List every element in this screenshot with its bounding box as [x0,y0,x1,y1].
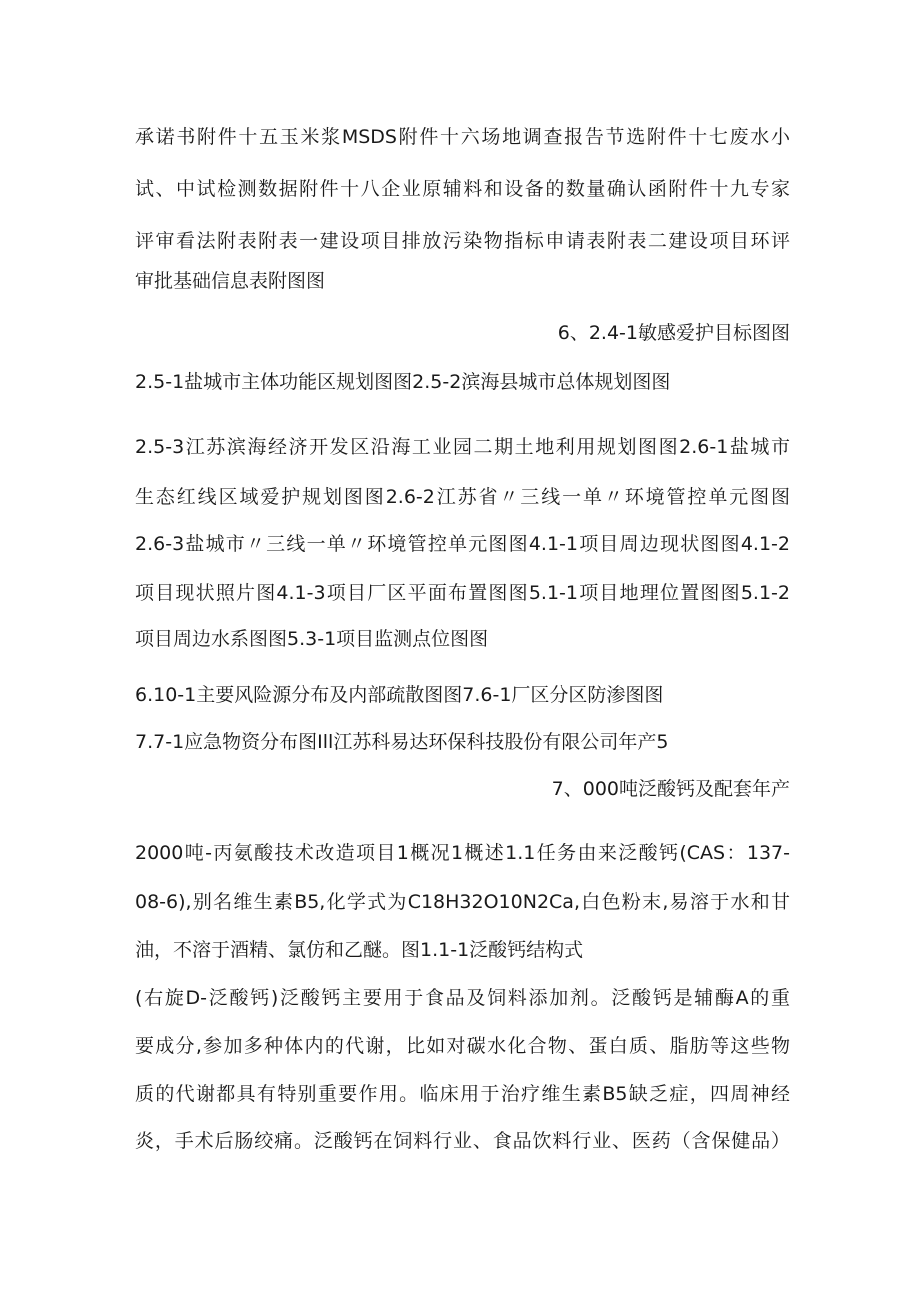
text-line-18: (右旋D-泛酸钙)泛酸钙主要用于食品及饲料添加剂。泛酸钙是辅酶A的重 [135,987,790,1009]
text-line-17: 油，不溶于酒精、氯仿和乙醚。图1.1-1泛酸钙结构式 [135,939,584,961]
text-line-5: 6、2.4-1敏感爱护目标图图 [557,322,790,344]
text-line-2: 试、中试检测数据附件十八企业原辅料和设备的数量确认函附件十九专家 [135,178,790,200]
text-line-3: 评审看法附表附表一建设项目排放污染物指标申请表附表二建设项目环评 [135,230,790,252]
text-line-8: 生态红线区域爱护规划图图2.6-2江苏省〃三线一单〃环境管控单元图图 [135,486,790,508]
text-line-21: 炎，手术后肠绞痛。泛酸钙在饲料行业、食品饮料行业、医药（含保健品） [135,1130,790,1152]
text-line-12: 6.10-1主要风险源分布及内部疏散图图7.6-1厂区分区防渗图图 [135,684,664,706]
text-line-16: 08-6),别名维生素B5,化学式为C18H32O10N2Ca,白色粉末,易溶于水和甘 [135,891,790,913]
text-line-1: 承诺书附件十五玉米浆MSDS附件十六场地调查报告节选附件十七废水小 [135,126,790,148]
text-line-11: 项目周边水系图图5.3-1项目监测点位图图 [135,628,489,650]
text-line-19: 要成分,参加多种体内的代谢，比如对碳水化合物、蛋白质、脂肪等这些物 [135,1035,790,1057]
text-line-15: 2000吨-丙氨酸技术改造项目1概况1概述1.1任务由来泛酸钙(CAS：137- [135,842,790,864]
text-line-13: 7.7-1应急物资分布图Ill江苏科易达环保科技股份有限公司年产5 [135,731,669,753]
text-line-4: 审批基础信息表附图图 [135,270,326,292]
text-line-20: 质的代谢都具有特别重要作用。临床用于治疗维生素B5缺乏症，四周神经 [135,1083,790,1105]
text-line-6: 2.5-1盐城市主体功能区规划图图2.5-2滨海县城市总体规划图图 [135,371,671,393]
text-line-7: 2.5-3江苏滨海经济开发区沿海工业园二期土地利用规划图图2.6-1盐城市 [135,436,790,458]
text-line-10: 项目现状照片图4.1-3项目厂区平面布置图图5.1-1项目地理位置图图5.1-2 [135,582,790,604]
text-line-9: 2.6-3盐城市〃三线一单〃环境管控单元图图4.1-1项目周边现状图图4.1-2 [135,533,790,555]
text-line-14: 7、000吨泛酸钙及配套年产 [551,778,790,800]
